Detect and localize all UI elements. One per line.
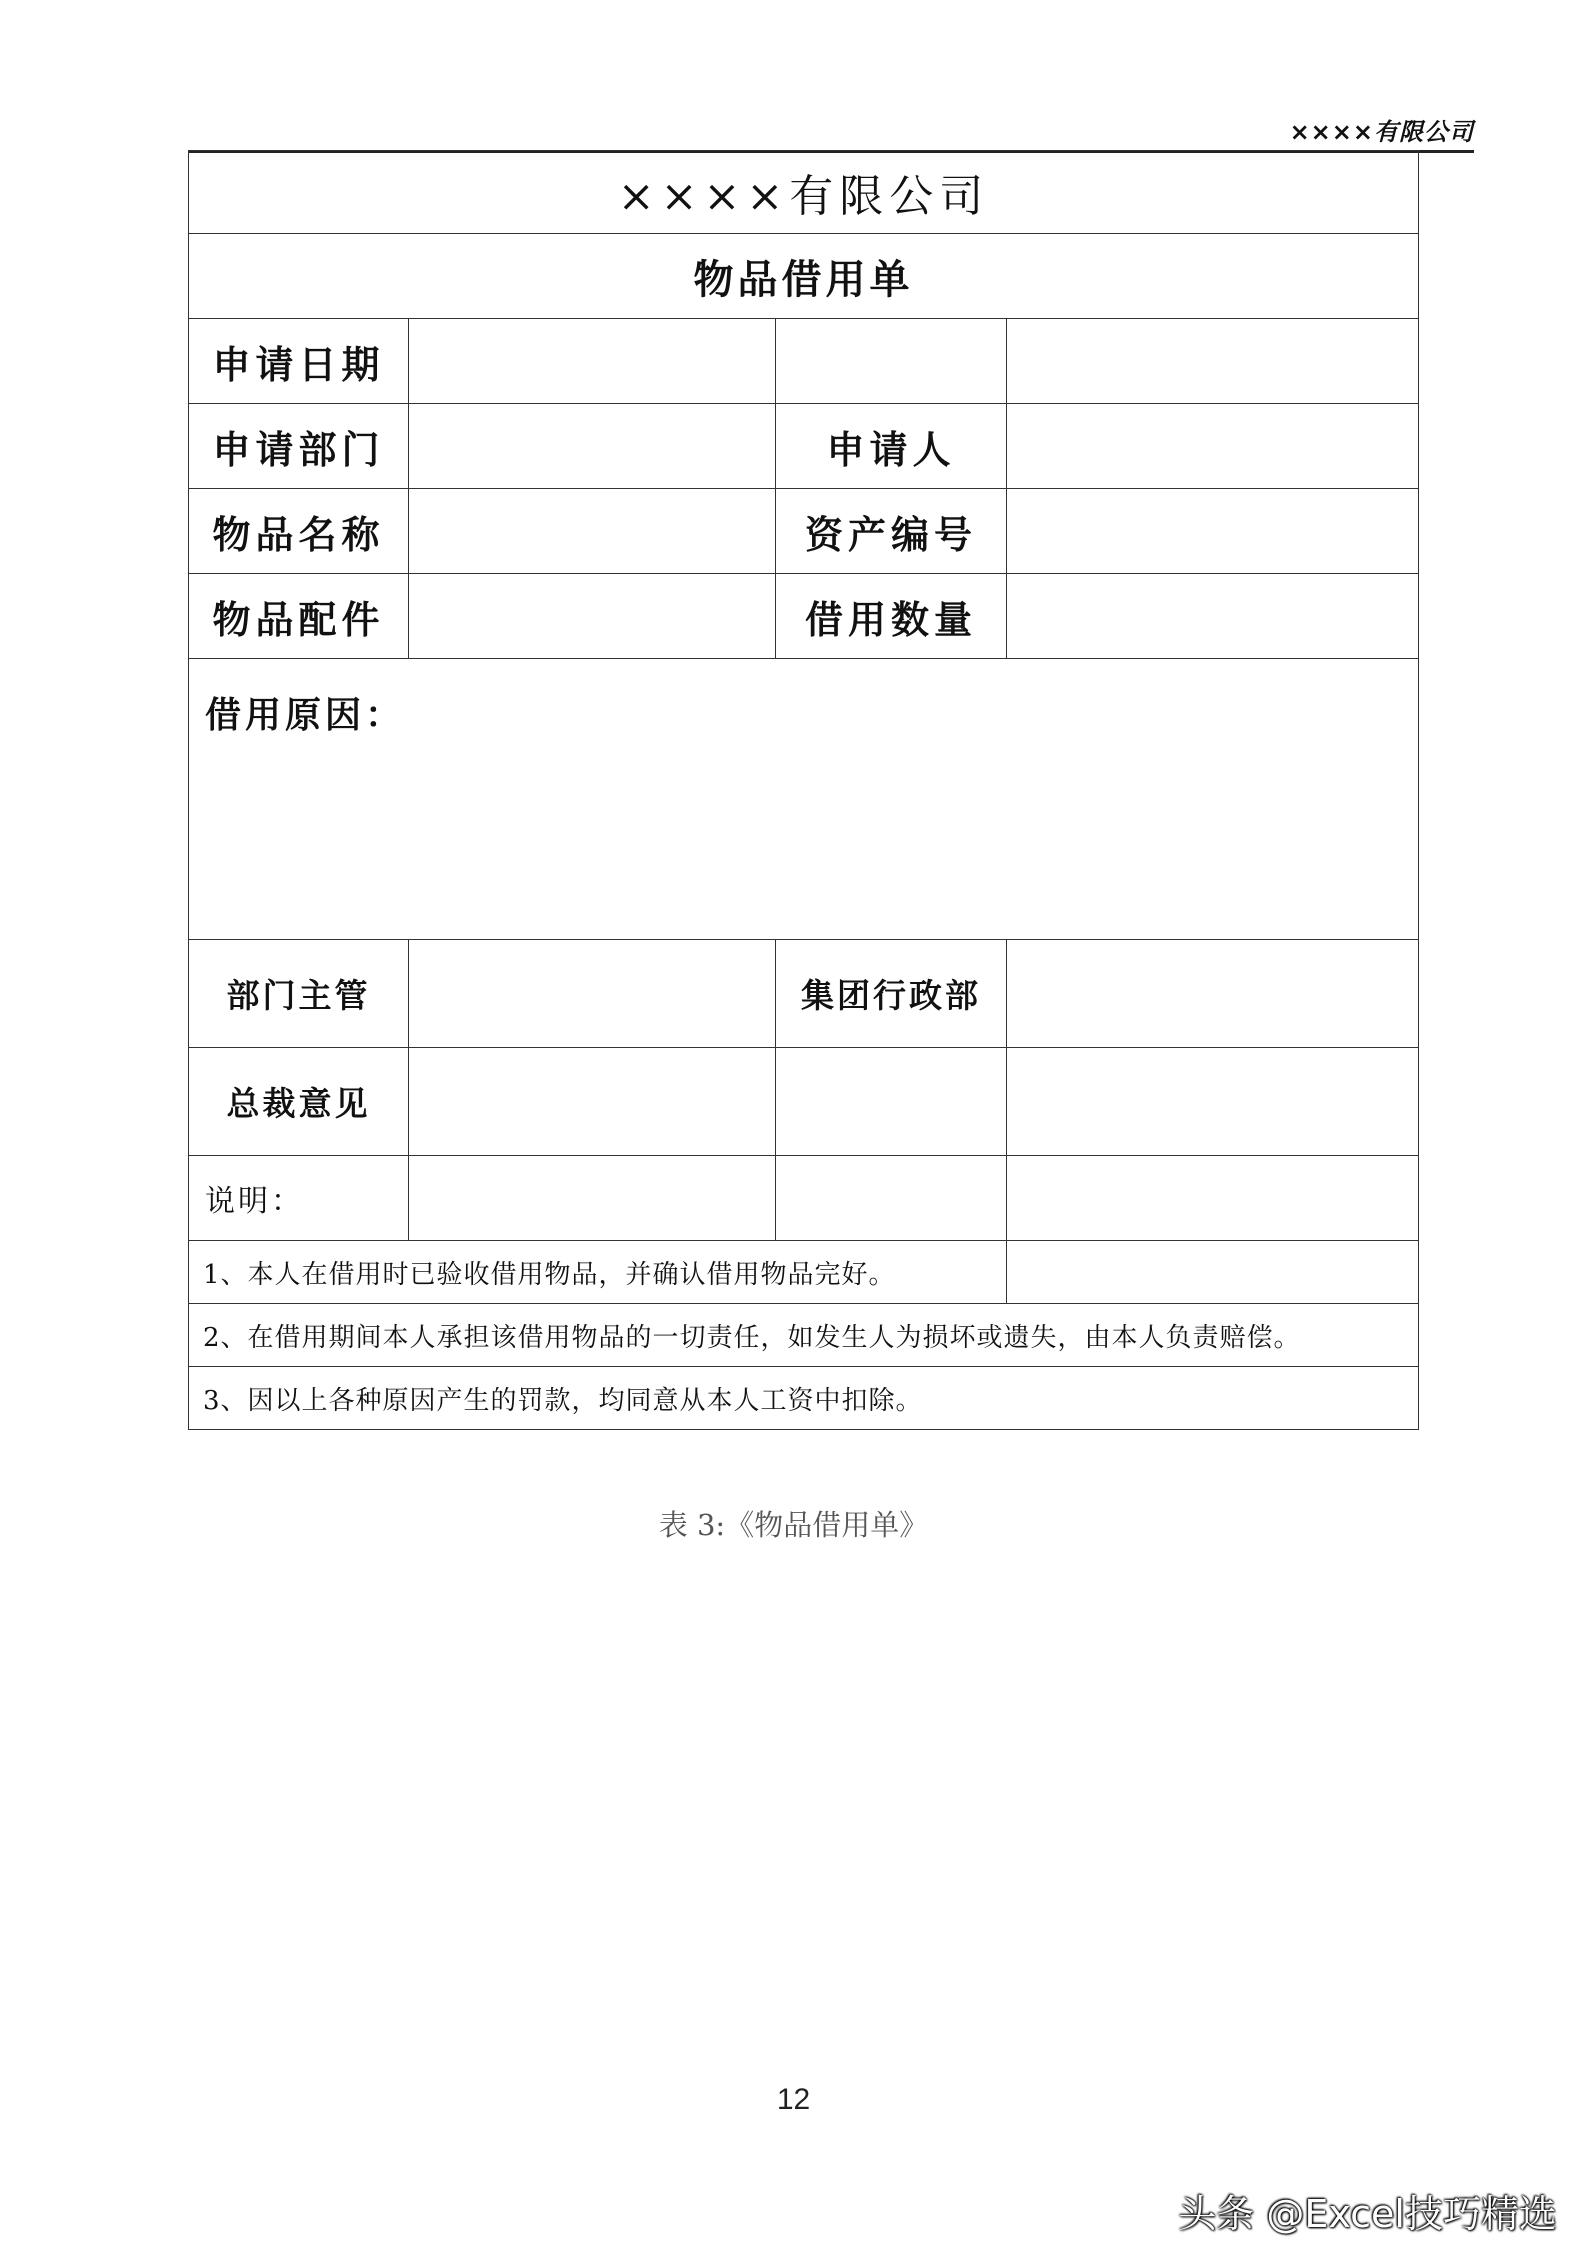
- notes-empty-cell: [1007, 1241, 1419, 1304]
- reason-field[interactable]: [189, 659, 1419, 940]
- ceo-opinion-extra-field-2[interactable]: [1007, 1048, 1419, 1156]
- apply-dept-row: [189, 404, 1419, 489]
- accessories-label: 物品配件: [189, 574, 409, 659]
- group-admin-field[interactable]: [1007, 940, 1419, 1048]
- page-header: [188, 112, 1474, 153]
- apply-date-field[interactable]: [409, 319, 776, 404]
- item-name-label: 物品名称: [189, 489, 409, 574]
- dept-manager-field[interactable]: [409, 940, 776, 1048]
- note-row: [189, 1241, 1419, 1304]
- note-row: [189, 1304, 1419, 1367]
- note-line-3: 3、因以上各种原因产生的罚款，均同意从本人工资中扣除。: [189, 1367, 1419, 1430]
- apply-date-row: [189, 319, 1419, 404]
- notes-empty-cell: [409, 1156, 776, 1241]
- table-caption: 表 3:《物品借用单》: [658, 1508, 929, 1542]
- asset-no-label: 资产编号: [776, 489, 1007, 574]
- asset-no-field[interactable]: [1007, 489, 1419, 574]
- dept-manager-label: 部门主管: [189, 940, 409, 1048]
- apply-date-extra-field[interactable]: [776, 319, 1007, 404]
- header-company-name: ××××有限公司: [1289, 118, 1474, 146]
- apply-date-extra-field-2[interactable]: [1007, 319, 1419, 404]
- ceo-opinion-extra-field[interactable]: [776, 1048, 1007, 1156]
- apply-dept-label: 申请部门: [189, 404, 409, 489]
- group-admin-label: 集团行政部: [776, 940, 1007, 1048]
- company-title: ××××有限公司: [189, 151, 1419, 234]
- apply-date-label: 申请日期: [189, 319, 409, 404]
- ceo-opinion-field[interactable]: [409, 1048, 776, 1156]
- applicant-field[interactable]: [1007, 404, 1419, 489]
- approval-row-2: [189, 1048, 1419, 1156]
- watermark: 头条 @Excel技巧精选: [1178, 2192, 1557, 2236]
- item-name-row: [189, 489, 1419, 574]
- accessories-row: [189, 574, 1419, 659]
- apply-dept-field[interactable]: [409, 404, 776, 489]
- quantity-field[interactable]: [1007, 574, 1419, 659]
- note-line-2: 2、在借用期间本人承担该借用物品的一切责任，如发生人为损坏或遗失，由本人负责赔偿。: [189, 1304, 1419, 1367]
- company-title-row: [189, 151, 1419, 234]
- notes-empty-cell: [776, 1156, 1007, 1241]
- item-name-field[interactable]: [409, 489, 776, 574]
- notes-empty-cell: [1007, 1156, 1419, 1241]
- form-title: 物品借用单: [189, 234, 1419, 319]
- note-line-1: 1、本人在借用时已验收借用物品，并确认借用物品完好。: [189, 1241, 1007, 1304]
- quantity-label: 借用数量: [776, 574, 1007, 659]
- approval-row-1: [189, 940, 1419, 1048]
- note-row: [189, 1367, 1419, 1430]
- page-number: 12: [776, 2083, 811, 2116]
- ceo-opinion-label: 总裁意见: [189, 1048, 409, 1156]
- reason-label: 借用原因：: [205, 694, 406, 736]
- applicant-label: 申请人: [776, 404, 1007, 489]
- reason-row: [189, 659, 1419, 940]
- accessories-field[interactable]: [409, 574, 776, 659]
- borrow-form-table: [188, 150, 1419, 1430]
- form-title-row: [189, 234, 1419, 319]
- notes-label-row: [189, 1156, 1419, 1241]
- notes-label: 说明：: [189, 1156, 409, 1241]
